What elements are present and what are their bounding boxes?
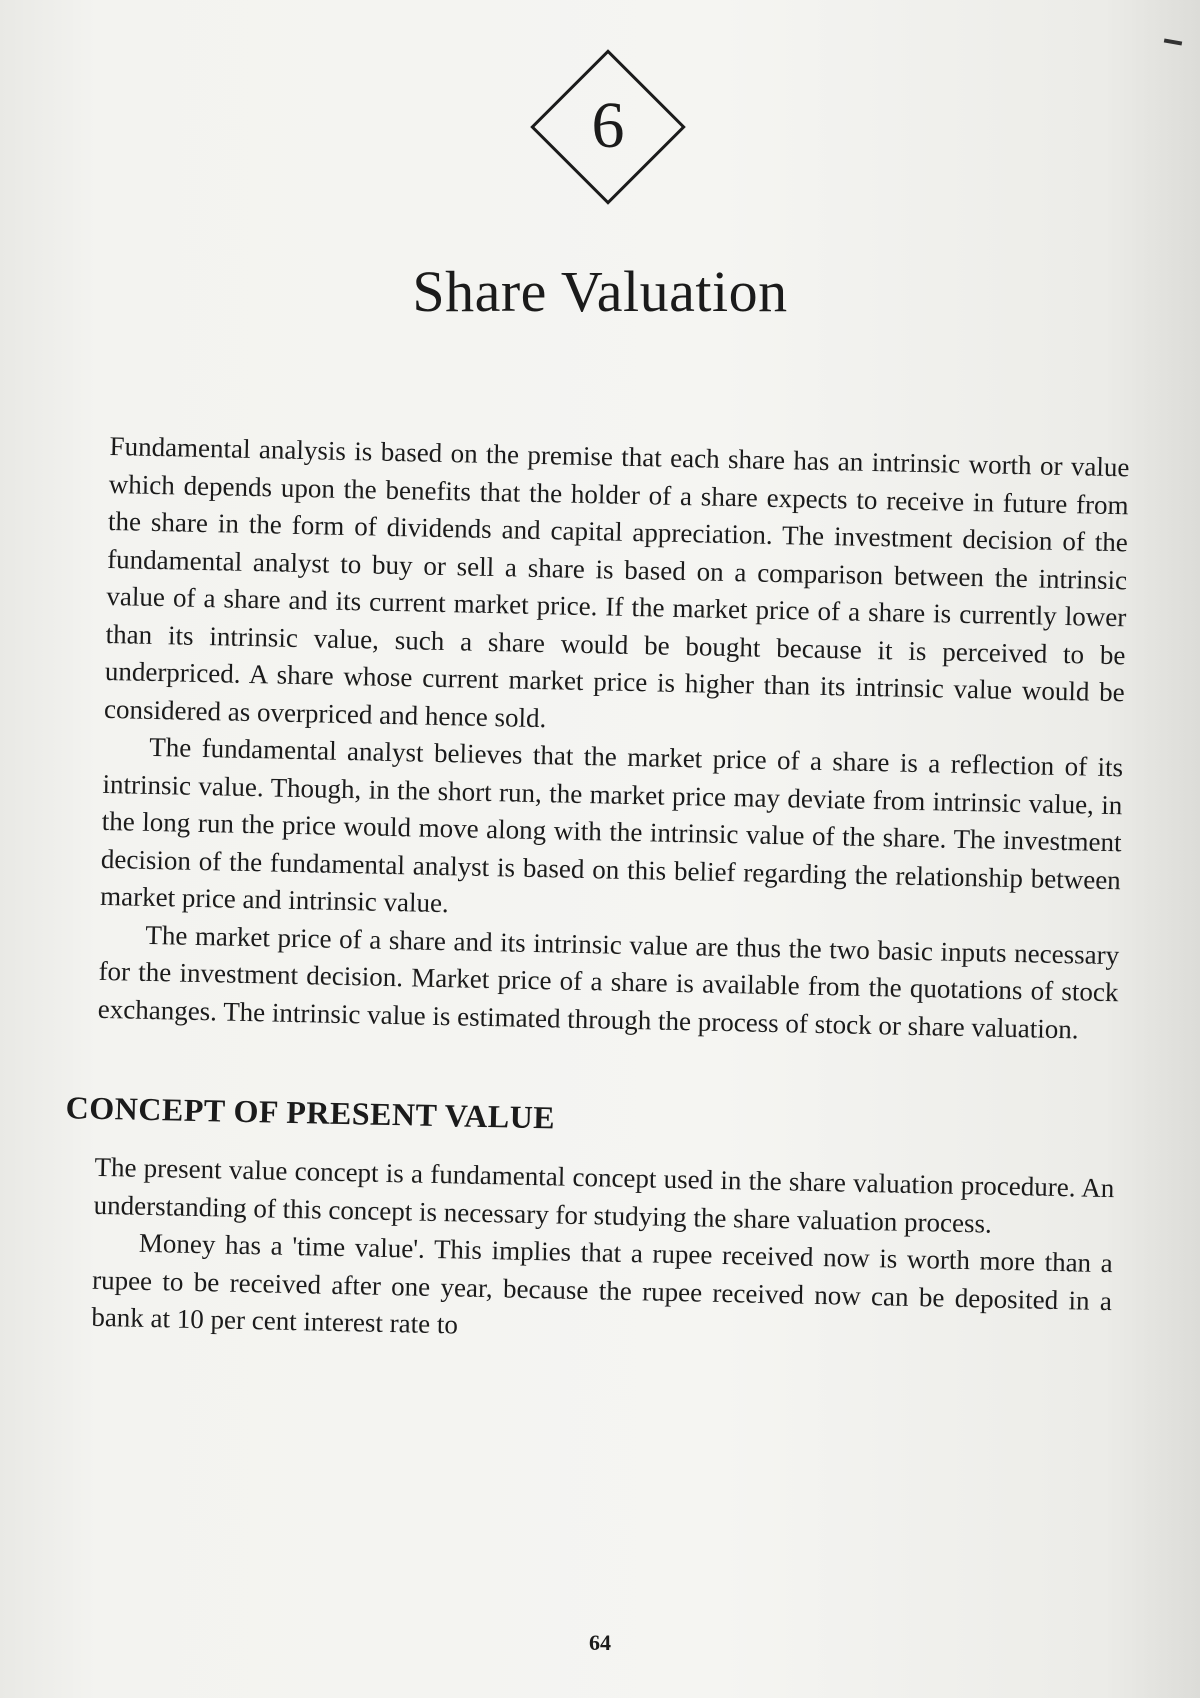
chapter-title: Share Valuation [412,259,788,324]
page-number: 64 [589,1630,611,1655]
paragraph-inputs: The market price of a share and its intrinsic value are thus the two basic inputs necessary for the investment decision. Market price of a share is available from the quotations of stock exchanges. The intrinsic value is estimated through the process of stock or share valuation. [97,919,1120,1044]
page-content [65,428,1130,1358]
paragraph-intro: Fundamental analysis is based on the premise that each share has an intrinsic worth or value which depends upon the benefits that the holder of a share expects to receive in future from the share in the form of dividends and capital appreciation. The investment decision of the fundamental analyst to buy or sell a share is based on a comparison between the intrinsic value of a share and its current market price. If the market price of a share is currently lower than its intrinsic value, such a share would be bought because it is perceived to be underpriced. A share whose current market price is higher than its intrinsic value would be considered as overpriced and hence sold. [103,430,1130,733]
chapter-number-badge [553,72,663,182]
paragraph-belief: The fundamental analyst believes that the market price of a share is a reflection of its intrinsic value. Though, in the short run, the market price may deviate from intrinsic value, in the long run the price would move along with the intrinsic value of the share. The investment decision of the fundamental analyst is based on this belief regarding the relationship between market price and intrinsic value. [99,731,1124,919]
page-edge-mark [1164,38,1182,45]
chapter-number: 6 [591,89,625,162]
paragraph-time-value: Money has a 'time value'. This implies that a rupee received now is worth more than a rupee to be received after one year, because the rupee received now can be deposited in a bank at 10 per cent interest rate to [91,1227,1114,1340]
section-heading: CONCEPT OF PRESENT VALUE [65,1089,556,1136]
paragraph-present-value: The present value concept is a fundamental concept used in the share valuation procedure. An understanding of this concept is necessary for studying the share valuation process. [93,1151,1115,1239]
